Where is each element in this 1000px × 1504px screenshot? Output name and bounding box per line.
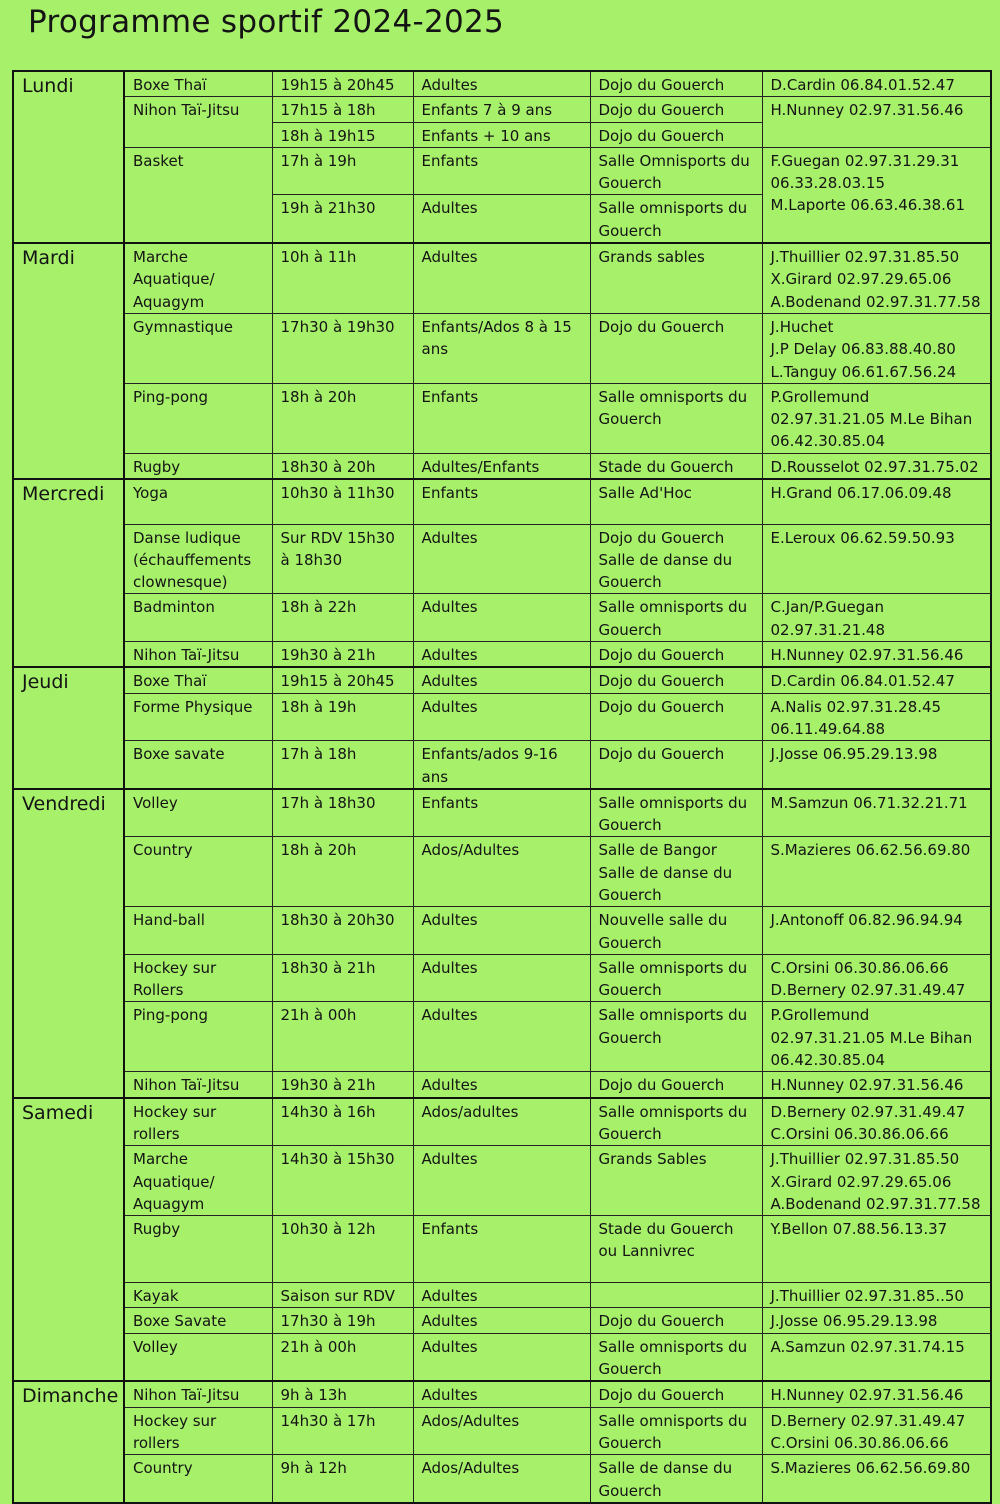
table-row — [13, 1002, 991, 1072]
time-cell: 19h15 à 20h45 — [272, 71, 413, 97]
contact-cell: J.Josse 06.95.29.13.98 — [762, 1308, 991, 1333]
schedule-table — [12, 70, 992, 1504]
time-cell: 21h à 00h — [272, 1333, 413, 1381]
table-row — [13, 741, 991, 789]
time-cell: 18h à 22h — [272, 594, 413, 642]
location-cell: Salle omnisports du Gouerch — [590, 789, 762, 837]
audience-cell: Adultes — [413, 1072, 590, 1098]
activity-cell: Danse ludique (échauffements clownesque) — [124, 524, 272, 594]
audience-cell: Enfants 7 à 9 ans — [413, 97, 590, 122]
time-cell: 18h à 20h — [272, 837, 413, 907]
table-row — [13, 1283, 991, 1308]
day-label: Samedi — [13, 1098, 124, 1382]
audience-cell: Adultes — [413, 1283, 590, 1308]
contact-cell: M.Samzun 06.71.32.21.71 — [762, 789, 991, 837]
table-row — [13, 97, 991, 122]
table-row — [13, 642, 991, 668]
table-row — [13, 693, 991, 741]
contact-cell: A.Nalis 02.97.31.28.45 06.11.49.64.88 — [762, 693, 991, 741]
table-row — [13, 479, 991, 524]
time-cell: 18h30 à 21h — [272, 954, 413, 1002]
audience-cell: Ados/Adultes — [413, 1407, 590, 1455]
table-row — [13, 1381, 991, 1407]
time-cell: 9h à 13h — [272, 1381, 413, 1407]
contact-cell: C.Jan/P.Guegan 02.97.31.21.48 — [762, 594, 991, 642]
location-cell: Dojo du Gouerch — [590, 667, 762, 693]
audience-cell: Enfants — [413, 147, 590, 195]
contact-cell: J.Thuillier 02.97.31.85.50 X.Girard 02.97.29.65.06 A.Bodenand 02.97.31.77.58 — [762, 243, 991, 313]
contact-cell: J.Antonoff 06.82.96.94.94 — [762, 907, 991, 955]
audience-cell: Adultes — [413, 642, 590, 668]
activity-cell: Boxe savate — [124, 741, 272, 789]
location-cell: Dojo du Gouerch — [590, 313, 762, 383]
contact-cell: S.Mazieres 06.62.56.69.80 — [762, 1455, 991, 1503]
contact-cell: D.Bernery 02.97.31.49.47 C.Orsini 06.30.86.06.66 — [762, 1407, 991, 1455]
location-cell: Stade du Gouerch — [590, 453, 762, 479]
time-cell: 18h à 20h — [272, 383, 413, 453]
table-row — [13, 71, 991, 97]
table-row — [13, 453, 991, 479]
time-cell: 17h30 à 19h — [272, 1308, 413, 1333]
activity-cell: Marche Aquatique/ Aquagym — [124, 243, 272, 313]
contact-cell: D.Cardin 06.84.01.52.47 — [762, 667, 991, 693]
audience-cell: Adultes — [413, 1333, 590, 1381]
table-row — [13, 1072, 991, 1098]
contact-cell: S.Mazieres 06.62.56.69.80 — [762, 837, 991, 907]
activity-cell: Basket — [124, 147, 272, 243]
location-cell: Salle omnisports du Gouerch — [590, 1333, 762, 1381]
location-cell: Grands sables — [590, 243, 762, 313]
table-row — [13, 1333, 991, 1381]
table-row — [13, 1308, 991, 1333]
page-title: Programme sportif 2024-2025 — [28, 4, 505, 40]
table-row — [13, 667, 991, 693]
audience-cell: Enfants/ados 9-16 ans — [413, 741, 590, 789]
time-cell: 18h30 à 20h30 — [272, 907, 413, 955]
activity-cell: Ping-pong — [124, 1002, 272, 1072]
time-cell: Sur RDV 15h30 à 18h30 — [272, 524, 413, 594]
location-cell: Dojo du Gouerch — [590, 741, 762, 789]
time-cell: 14h30 à 15h30 — [272, 1146, 413, 1216]
audience-cell: Adultes — [413, 524, 590, 594]
location-cell: Dojo du Gouerch — [590, 1381, 762, 1407]
day-label: Jeudi — [13, 667, 124, 788]
activity-cell: Country — [124, 837, 272, 907]
audience-cell: Enfants — [413, 789, 590, 837]
time-cell: 17h à 18h30 — [272, 789, 413, 837]
table-row — [13, 1146, 991, 1216]
activity-cell: Nihon Taï-Jitsu — [124, 642, 272, 668]
contact-cell: D.Cardin 06.84.01.52.47 — [762, 71, 991, 97]
audience-cell: Adultes/Enfants — [413, 453, 590, 479]
contact-cell: A.Samzun 02.97.31.74.15 — [762, 1333, 991, 1381]
location-cell — [590, 1283, 762, 1308]
audience-cell: Adultes — [413, 1381, 590, 1407]
audience-cell: Enfants — [413, 1216, 590, 1283]
time-cell: 17h à 18h — [272, 741, 413, 789]
location-cell: Salle de danse du Gouerch — [590, 1455, 762, 1503]
audience-cell: Adultes — [413, 1146, 590, 1216]
activity-cell: Forme Physique — [124, 693, 272, 741]
time-cell: 19h30 à 21h — [272, 1072, 413, 1098]
activity-cell: Boxe Thaï — [124, 667, 272, 693]
time-cell: 18h à 19h15 — [272, 122, 413, 147]
audience-cell: Adultes — [413, 693, 590, 741]
activity-cell: Boxe Thaï — [124, 71, 272, 97]
activity-cell: Hockey sur rollers — [124, 1098, 272, 1146]
audience-cell: Adultes — [413, 243, 590, 313]
time-cell: 10h30 à 11h30 — [272, 479, 413, 524]
time-cell: Saison sur RDV — [272, 1283, 413, 1308]
activity-cell: Ping-pong — [124, 383, 272, 453]
location-cell: Dojo du Gouerch — [590, 1072, 762, 1098]
time-cell: 14h30 à 17h — [272, 1407, 413, 1455]
activity-cell: Rugby — [124, 1216, 272, 1283]
activity-cell: Hockey sur Rollers — [124, 954, 272, 1002]
location-cell: Nouvelle salle du Gouerch — [590, 907, 762, 955]
activity-cell: Boxe Savate — [124, 1308, 272, 1333]
contact-cell: Y.Bellon 07.88.56.13.37 — [762, 1216, 991, 1283]
time-cell: 9h à 12h — [272, 1455, 413, 1503]
table-row — [13, 1455, 991, 1503]
location-cell: Salle de Bangor Salle de danse du Gouerch — [590, 837, 762, 907]
table-row — [13, 1098, 991, 1146]
day-label: Mardi — [13, 243, 124, 479]
audience-cell: Adultes — [413, 195, 590, 243]
contact-cell: D.Bernery 02.97.31.49.47 C.Orsini 06.30.86.06.66 — [762, 1098, 991, 1146]
contact-cell: J.Huchet J.P Delay 06.83.88.40.80 L.Tanguy 06.61.67.56.24 — [762, 313, 991, 383]
audience-cell: Adultes — [413, 594, 590, 642]
audience-cell: Adultes — [413, 71, 590, 97]
activity-cell: Kayak — [124, 1283, 272, 1308]
table-row — [13, 837, 991, 907]
contact-cell: H.Nunney 02.97.31.56.46 — [762, 642, 991, 668]
location-cell: Salle omnisports du Gouerch — [590, 954, 762, 1002]
location-cell: Salle omnisports du Gouerch — [590, 195, 762, 243]
audience-cell: Ados/Adultes — [413, 837, 590, 907]
activity-cell: Rugby — [124, 453, 272, 479]
contact-cell: J.Josse 06.95.29.13.98 — [762, 741, 991, 789]
audience-cell: Enfants + 10 ans — [413, 122, 590, 147]
activity-cell: Nihon Taï-Jitsu — [124, 97, 272, 148]
location-cell: Stade du Gouerch ou Lannivrec — [590, 1216, 762, 1283]
time-cell: 18h30 à 20h — [272, 453, 413, 479]
contact-cell: H.Nunney 02.97.31.56.46 — [762, 1072, 991, 1098]
location-cell: Salle omnisports du Gouerch — [590, 1098, 762, 1146]
activity-cell: Volley — [124, 789, 272, 837]
contact-cell: F.Guegan 02.97.31.29.31 06.33.28.03.15 M.Laporte 06.63.46.38.61 — [762, 147, 991, 243]
audience-cell: Enfants — [413, 383, 590, 453]
contact-cell: P.Grollemund 02.97.31.21.05 M.Le Bihan 06.42.30.85.04 — [762, 383, 991, 453]
activity-cell: Nihon Taï-Jitsu — [124, 1072, 272, 1098]
activity-cell: Country — [124, 1455, 272, 1503]
activity-cell: Volley — [124, 1333, 272, 1381]
location-cell: Dojo du Gouerch — [590, 693, 762, 741]
contact-cell: J.Thuillier 02.97.31.85..50 — [762, 1283, 991, 1308]
location-cell: Dojo du Gouerch — [590, 122, 762, 147]
table-row — [13, 243, 991, 313]
contact-cell: H.Nunney 02.97.31.56.46 — [762, 97, 991, 148]
day-label: Lundi — [13, 71, 124, 243]
location-cell: Salle omnisports du Gouerch — [590, 1407, 762, 1455]
day-label: Mercredi — [13, 479, 124, 667]
contact-cell: P.Grollemund 02.97.31.21.05 M.Le Bihan 06.42.30.85.04 — [762, 1002, 991, 1072]
contact-cell: D.Rousselot 02.97.31.75.02 — [762, 453, 991, 479]
contact-cell: J.Thuillier 02.97.31.85.50 X.Girard 02.97.29.65.06 A.Bodenand 02.97.31.77.58 — [762, 1146, 991, 1216]
time-cell: 18h à 19h — [272, 693, 413, 741]
location-cell: Salle Ad'Hoc — [590, 479, 762, 524]
time-cell: 10h30 à 12h — [272, 1216, 413, 1283]
audience-cell: Ados/Adultes — [413, 1455, 590, 1503]
table-row — [13, 1216, 991, 1283]
location-cell: Salle omnisports du Gouerch — [590, 1002, 762, 1072]
time-cell: 10h à 11h — [272, 243, 413, 313]
location-cell: Dojo du Gouerch Salle de danse du Gouerch — [590, 524, 762, 594]
location-cell: Dojo du Gouerch — [590, 97, 762, 122]
day-label: Vendredi — [13, 789, 124, 1098]
time-cell: 14h30 à 16h — [272, 1098, 413, 1146]
time-cell: 17h15 à 18h — [272, 97, 413, 122]
audience-cell: Adultes — [413, 954, 590, 1002]
activity-cell: Gymnastique — [124, 313, 272, 383]
activity-cell: Hockey sur rollers — [124, 1407, 272, 1455]
day-label: Dimanche — [13, 1381, 124, 1502]
table-row — [13, 147, 991, 195]
time-cell: 19h15 à 20h45 — [272, 667, 413, 693]
activity-cell: Marche Aquatique/ Aquagym — [124, 1146, 272, 1216]
location-cell: Grands Sables — [590, 1146, 762, 1216]
location-cell: Salle Omnisports du Gouerch — [590, 147, 762, 195]
table-row — [13, 594, 991, 642]
time-cell: 21h à 00h — [272, 1002, 413, 1072]
table-row — [13, 383, 991, 453]
time-cell: 19h à 21h30 — [272, 195, 413, 243]
activity-cell: Hand-ball — [124, 907, 272, 955]
activity-cell: Nihon Taï-Jitsu — [124, 1381, 272, 1407]
table-row — [13, 907, 991, 955]
audience-cell: Enfants/Ados 8 à 15 ans — [413, 313, 590, 383]
table-row — [13, 789, 991, 837]
audience-cell: Adultes — [413, 667, 590, 693]
time-cell: 19h30 à 21h — [272, 642, 413, 668]
audience-cell: Enfants — [413, 479, 590, 524]
audience-cell: Ados/adultes — [413, 1098, 590, 1146]
contact-cell: E.Leroux 06.62.59.50.93 — [762, 524, 991, 594]
location-cell: Dojo du Gouerch — [590, 1308, 762, 1333]
location-cell: Salle omnisports du Gouerch — [590, 383, 762, 453]
location-cell: Dojo du Gouerch — [590, 642, 762, 668]
time-cell: 17h à 19h — [272, 147, 413, 195]
time-cell: 17h30 à 19h30 — [272, 313, 413, 383]
audience-cell: Adultes — [413, 1002, 590, 1072]
table-row — [13, 1407, 991, 1455]
location-cell: Dojo du Gouerch — [590, 71, 762, 97]
location-cell: Salle omnisports du Gouerch — [590, 594, 762, 642]
table-row — [13, 954, 991, 1002]
activity-cell: Yoga — [124, 479, 272, 524]
contact-cell: H.Grand 06.17.06.09.48 — [762, 479, 991, 524]
contact-cell: H.Nunney 02.97.31.56.46 — [762, 1381, 991, 1407]
table-row — [13, 313, 991, 383]
contact-cell: C.Orsini 06.30.86.06.66 D.Bernery 02.97.31.49.47 — [762, 954, 991, 1002]
activity-cell: Badminton — [124, 594, 272, 642]
table-row — [13, 524, 991, 594]
audience-cell: Adultes — [413, 907, 590, 955]
audience-cell: Adultes — [413, 1308, 590, 1333]
